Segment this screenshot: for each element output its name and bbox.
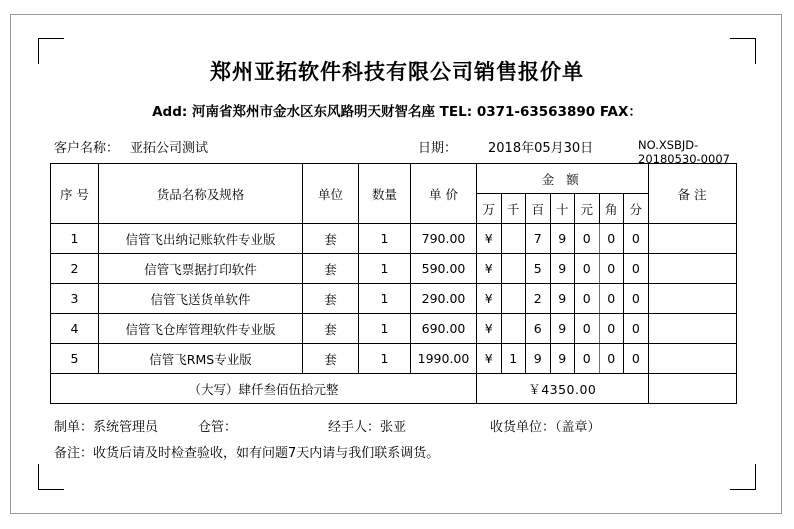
cell-digit-yuan: 0 (575, 344, 600, 374)
cell-digit-qian (501, 254, 526, 284)
table-row (51, 284, 737, 314)
document-content (50, 46, 744, 461)
table-row (51, 224, 737, 254)
customer-label: 客户名称： (54, 141, 120, 156)
column-header-qty: 数量 (359, 164, 411, 224)
cell-digit-jiao: 0 (599, 254, 624, 284)
cell-remark (648, 284, 736, 314)
table-header-row (51, 164, 737, 194)
cell-digit-jiao: 0 (599, 314, 624, 344)
crop-mark-bottom-right (730, 464, 756, 490)
column-header-name: 货品名称及规格 (99, 164, 303, 224)
cell-qty: 1 (359, 254, 411, 284)
cell-digit-fen: 0 (624, 314, 649, 344)
cell-unit: 套 (303, 254, 359, 284)
customer-value: 亚拓公司测试 (130, 141, 209, 156)
signature-row (50, 416, 744, 438)
cell-digit-qian: 1 (501, 344, 526, 374)
cell-name: 信管飞仓库管理软件专业版 (99, 314, 303, 344)
cell-digit-yuan: 0 (575, 224, 600, 254)
maker-field: 制单：系统管理员 (54, 420, 159, 435)
cell-price: 590.00 (411, 254, 477, 284)
date-value: 2018年05月30日 (488, 141, 594, 156)
cell-remark (648, 224, 736, 254)
quotation-table (50, 163, 737, 404)
cell-digit-yuan: 0 (575, 314, 600, 344)
digit-header-bai: 百 (526, 194, 551, 224)
table-row (51, 314, 737, 344)
cell-name: 信管飞出纳记账软件专业版 (99, 224, 303, 254)
cell-digit-wan: ¥ (477, 314, 502, 344)
total-amount: ￥4350.00 (477, 374, 649, 404)
cell-digit-fen: 0 (624, 254, 649, 284)
cell-unit: 套 (303, 344, 359, 374)
digit-header-qian: 千 (501, 194, 526, 224)
digit-header-jiao: 角 (599, 194, 624, 224)
cell-digit-wan: ¥ (477, 284, 502, 314)
cell-index: 3 (51, 284, 99, 314)
cell-unit: 套 (303, 314, 359, 344)
cell-qty: 1 (359, 344, 411, 374)
cell-digit-shi: 9 (550, 344, 575, 374)
company-address-line: Add: 河南省郑州市金水区东风路明天财智名座 TEL: 0371-63563890 FAX： (152, 104, 642, 120)
column-header-amount: 金 额 (477, 164, 649, 194)
cell-digit-shi: 9 (550, 254, 575, 284)
cell-digit-wan: ¥ (477, 224, 502, 254)
crop-mark-bottom-left (38, 464, 64, 490)
digit-header-fen: 分 (624, 194, 649, 224)
cell-digit-wan: ¥ (477, 254, 502, 284)
cell-price: 790.00 (411, 224, 477, 254)
cell-qty: 1 (359, 314, 411, 344)
date-label: 日期： (418, 141, 458, 156)
column-header-unit: 单位 (303, 164, 359, 224)
column-header-price: 单 价 (411, 164, 477, 224)
table-row (51, 254, 737, 284)
page-title: 郑州亚拓软件科技有限公司销售报价单 (210, 60, 584, 84)
cell-digit-jiao: 0 (599, 344, 624, 374)
warehouse-field: 仓管： (198, 420, 238, 435)
cell-name: 信管飞RMS专业版 (99, 344, 303, 374)
digit-header-shi: 十 (550, 194, 575, 224)
cell-digit-yuan: 0 (575, 284, 600, 314)
column-header-index: 序 号 (51, 164, 99, 224)
cell-digit-shi: 9 (550, 314, 575, 344)
handler-field: 经手人：张亚 (328, 420, 407, 435)
cell-digit-fen: 0 (624, 224, 649, 254)
cell-index: 2 (51, 254, 99, 284)
cell-remark (648, 254, 736, 284)
cell-index: 5 (51, 344, 99, 374)
cell-digit-bai: 9 (526, 344, 551, 374)
cell-qty: 1 (359, 224, 411, 254)
cell-name: 信管飞送货单软件 (99, 284, 303, 314)
table-row (51, 344, 737, 374)
cell-digit-qian (501, 314, 526, 344)
cell-name: 信管飞票据打印软件 (99, 254, 303, 284)
cell-digit-bai: 6 (526, 314, 551, 344)
cell-digit-bai: 5 (526, 254, 551, 284)
cell-digit-shi: 9 (550, 284, 575, 314)
digit-header-yuan: 元 (575, 194, 600, 224)
cell-price: 1990.00 (411, 344, 477, 374)
cell-digit-qian (501, 284, 526, 314)
document-meta (50, 137, 744, 166)
cell-price: 690.00 (411, 314, 477, 344)
document-note: 备注：收货后请及时检查验收，如有问题7天内请与我们联系调货。 (54, 446, 440, 461)
cell-digit-jiao: 0 (599, 224, 624, 254)
document-number: NO.XSBJD-20180530-0007 (638, 138, 730, 166)
cell-qty: 1 (359, 284, 411, 314)
table-total-row (51, 374, 737, 404)
cell-digit-fen: 0 (624, 344, 649, 374)
cell-index: 1 (51, 224, 99, 254)
cell-remark (648, 314, 736, 344)
cell-digit-shi: 9 (550, 224, 575, 254)
total-remark (648, 374, 736, 404)
digit-header-wan: 万 (477, 194, 502, 224)
cell-digit-fen: 0 (624, 284, 649, 314)
cell-digit-wan: ¥ (477, 344, 502, 374)
cell-digit-bai: 7 (526, 224, 551, 254)
cell-unit: 套 (303, 284, 359, 314)
cell-digit-qian (501, 224, 526, 254)
cell-price: 290.00 (411, 284, 477, 314)
cell-digit-yuan: 0 (575, 254, 600, 284)
receiver-field: 收货单位：（盖章） (490, 420, 601, 435)
cell-digit-jiao: 0 (599, 284, 624, 314)
cell-unit: 套 (303, 224, 359, 254)
cell-digit-bai: 2 (526, 284, 551, 314)
column-header-remark: 备 注 (648, 164, 736, 224)
total-in-words: （大写）肆仟叁佰伍拾元整 (51, 374, 477, 404)
cell-index: 4 (51, 314, 99, 344)
cell-remark (648, 344, 736, 374)
